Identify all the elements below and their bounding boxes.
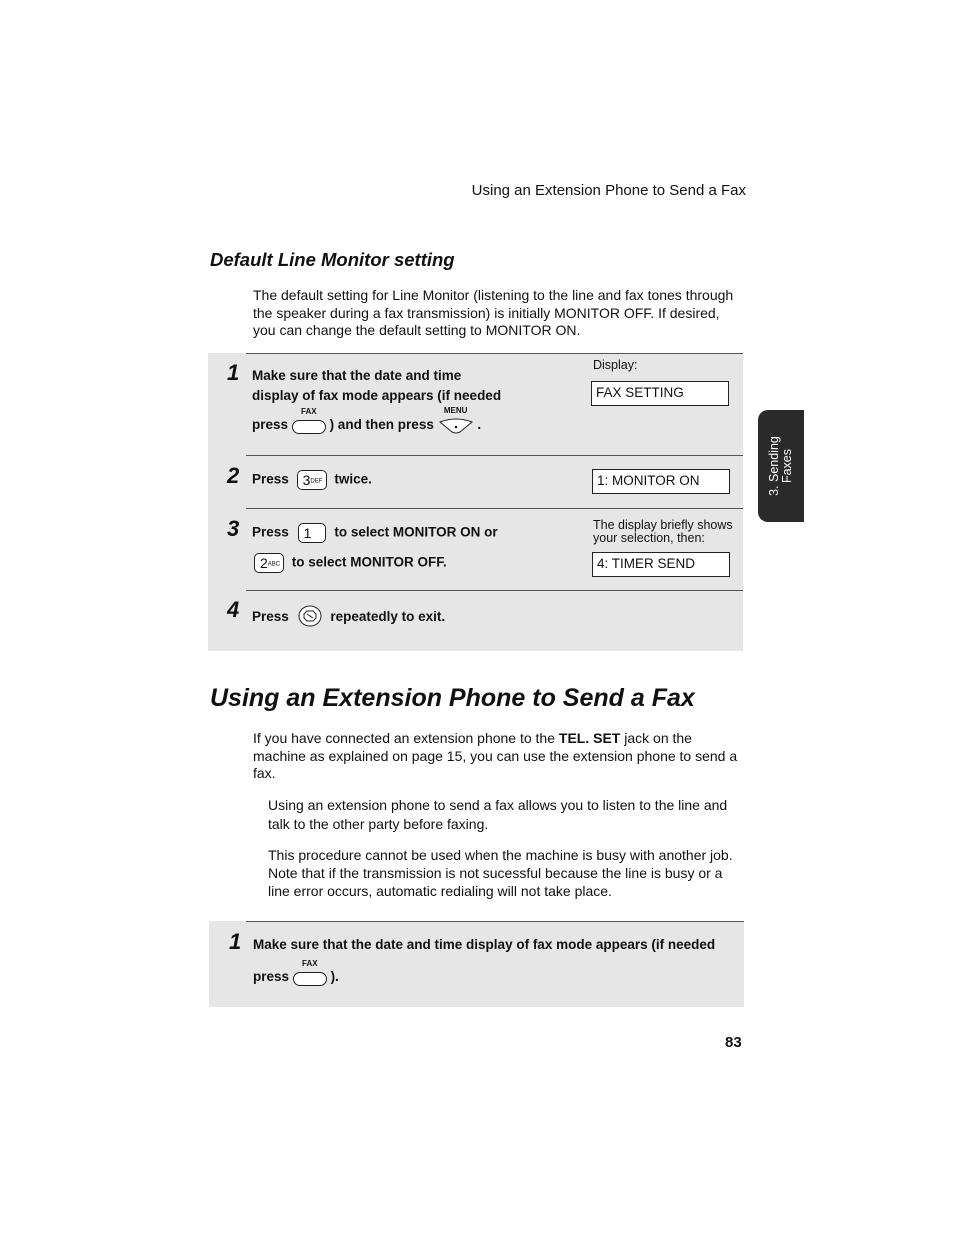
menu-key-icon	[438, 406, 474, 432]
step-3-line2	[254, 553, 447, 573]
display-note: The display briefly shows your selection, then:	[593, 518, 733, 545]
divider	[246, 353, 743, 354]
step-1-line3	[252, 406, 482, 432]
divider	[246, 921, 744, 922]
extension-step-1-line2	[253, 959, 339, 984]
press-text: press	[252, 417, 289, 432]
stop-key-icon	[298, 605, 322, 630]
fax-key-label: FAX	[301, 407, 317, 417]
line-monitor-intro: The default setting for Line Monitor (listening to the line and fax tones through the speaker during a fax transmission) is initially MONITOR OFF. If desired, you can change the default setting to MONITOR ON.	[253, 287, 734, 338]
step-number: 3	[227, 516, 240, 541]
lcd-display-3: 4: TIMER SEND	[592, 552, 730, 577]
twice-text: twice.	[334, 471, 372, 487]
extension-note-1: Using an extension phone to send a fax allows you to listen to the line and talk to the other party before faxing.	[268, 797, 728, 832]
end-text: ).	[330, 969, 339, 984]
step-2-text	[252, 470, 372, 490]
page-title: Using an Extension Phone to Send a Fax	[210, 684, 695, 712]
then-press-text: ) and then press	[329, 417, 434, 432]
fax-key-icon	[293, 959, 327, 986]
step-3-line1	[252, 523, 498, 543]
press-text: Press	[252, 471, 289, 487]
press-text: press	[253, 969, 290, 984]
step-number: 1	[229, 929, 242, 954]
side-tab-line1: 3. Sending	[767, 436, 781, 496]
extension-step-1-line1: Make sure that the date and time display of fax mode appears (if needed	[253, 937, 716, 952]
end-period: .	[477, 417, 482, 432]
key-2-icon: 2ABC	[254, 553, 284, 573]
key-3-icon: 3DEF	[297, 470, 327, 490]
divider	[246, 508, 743, 509]
step-4-text	[252, 605, 445, 630]
key-1-icon: 1	[298, 523, 326, 543]
press-text: Press	[252, 609, 289, 625]
side-tab-line2: Faxes	[780, 448, 794, 484]
fax-key-icon	[292, 407, 326, 434]
step-number: 1	[227, 360, 240, 385]
step-number: 4	[227, 597, 240, 622]
press-text: Press	[252, 524, 289, 540]
select-on-text: to select MONITOR ON or	[334, 524, 498, 540]
lcd-display-2: 1: MONITOR ON	[592, 469, 730, 494]
step-1-line2: display of fax mode appears (if needed	[252, 388, 502, 403]
divider	[246, 455, 743, 456]
step-1-line1: Make sure that the date and time	[252, 368, 462, 383]
lcd-display-1: FAX SETTING	[591, 381, 729, 406]
steps-box-extension	[209, 921, 744, 1007]
select-off-text: to select MONITOR OFF.	[291, 554, 447, 570]
chapter-side-tab	[758, 410, 804, 522]
page-number: 83	[725, 1034, 742, 1051]
running-header: Using an Extension Phone to Send a Fax	[471, 182, 746, 199]
step-number: 2	[227, 463, 240, 488]
display-label: Display:	[593, 358, 638, 372]
divider	[246, 590, 743, 591]
menu-key-label: MENU	[443, 406, 468, 416]
section-heading-line-monitor: Default Line Monitor setting	[210, 249, 455, 270]
fax-key-label: FAX	[302, 959, 318, 969]
extension-note-2: This procedure cannot be used when the machine is busy with another job. Note that if the transmission is not sucessful because the line is busy or a line error occurs, automatic redialing will not take place.	[268, 847, 733, 899]
extension-intro: If you have connected an extension phone to the TEL. SET jack on the machine as explained on page 15, you can use the extension phone to send a fax.	[253, 730, 738, 781]
exit-text: repeatedly to exit.	[330, 609, 446, 625]
